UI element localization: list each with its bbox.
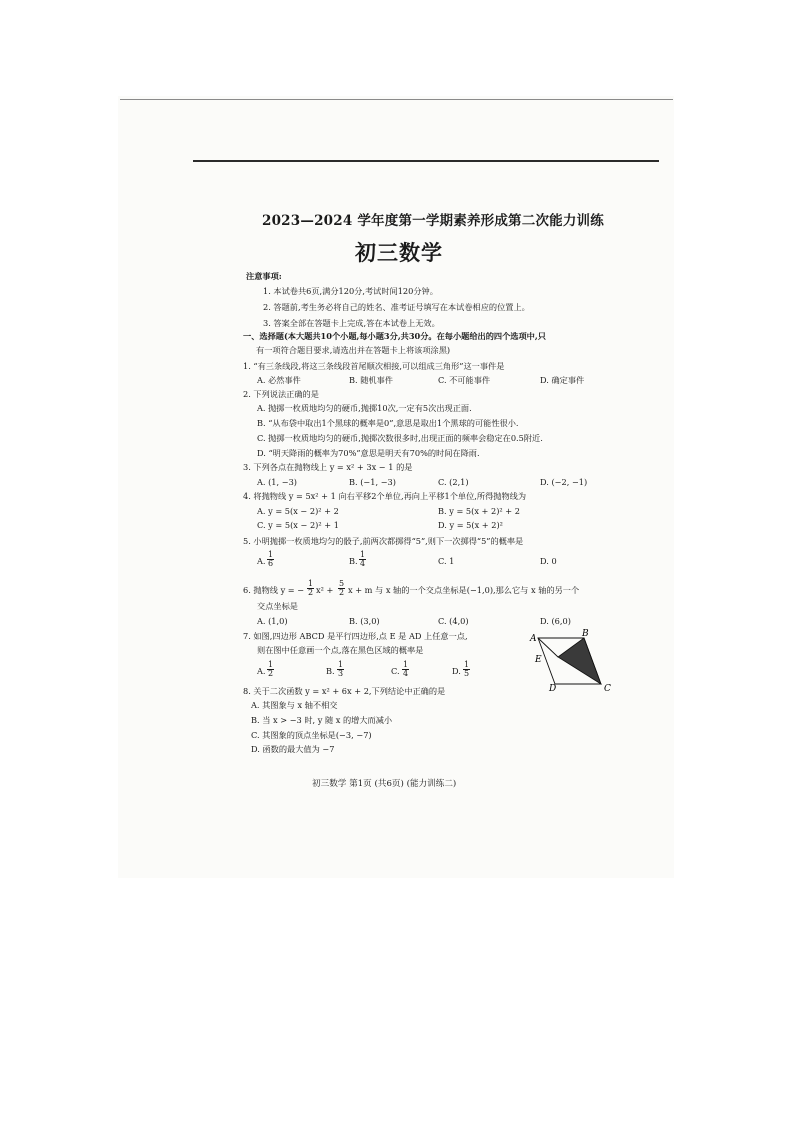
q2-option-a: A. 抛掷一枚质地均匀的硬币,抛掷10次,一定有5次出现正面. xyxy=(257,403,472,413)
q2-option-d: D. “明天降雨的概率为70%”意思是明天有70%的时间在降雨. xyxy=(257,448,480,458)
q1-option-b: B. 随机事件 xyxy=(349,375,393,385)
q7-option-c-label: C. xyxy=(391,666,400,676)
q8-option-d: D. 函数的最大值为 −7 xyxy=(251,744,335,754)
q5-option-b-fraction xyxy=(359,551,366,568)
exam-title: 2023—2024 学年度第一学期素养形成第二次能力训练 xyxy=(262,213,604,229)
q2-option-c: C. 抛掷一枚质地均匀的硬币,抛掷次数很多时,出现正面的频率会稳定在0.5附近. xyxy=(257,433,543,443)
notes-item-1: 1. 本试卷共6页,满分120分,考试时间120分钟。 xyxy=(263,286,438,296)
q6-frac1-denominator: 2 xyxy=(308,588,314,597)
q7-b-denominator: 3 xyxy=(338,669,344,678)
q1-option-c: C. 不可能事件 xyxy=(438,375,491,385)
vertex-label-d: D xyxy=(549,684,557,694)
shaded-triangle-bec xyxy=(558,638,601,684)
q6-stem-middle: x² + xyxy=(316,585,334,595)
q8-option-a: A. 其图象与 x 轴不相交 xyxy=(251,700,338,710)
q7-c-denominator: 4 xyxy=(403,669,409,678)
q6-stem-prefix: 6. 抛物线 y = − xyxy=(243,585,305,595)
q3-option-b: B. (−1, −3) xyxy=(349,477,396,487)
q8-option-c: C. 其图象的顶点坐标是(−3, −7) xyxy=(251,730,372,740)
q6-frac2-denominator: 2 xyxy=(339,588,345,597)
q5-b-numerator: 1 xyxy=(360,550,366,559)
vertex-label-c: C xyxy=(604,684,611,694)
top-rule xyxy=(120,99,673,100)
q7-a-numerator: 1 xyxy=(268,660,274,669)
q8-option-b: B. 当 x > −3 时, y 随 x 的增大而减小 xyxy=(251,715,393,725)
q1-option-a: A. 必然事件 xyxy=(257,375,301,385)
q4-option-b: B. y = 5(x + 2)² + 2 xyxy=(438,506,520,516)
q5-b-denominator: 4 xyxy=(360,559,366,568)
q7-d-numerator: 1 xyxy=(464,660,470,669)
vertex-label-b: B xyxy=(582,629,589,639)
exam-subject: 初三数学 xyxy=(355,240,443,265)
q6-frac2-numerator: 5 xyxy=(339,579,345,588)
q7-a-denominator: 2 xyxy=(268,669,274,678)
q6-fraction-2 xyxy=(338,580,345,597)
q6-option-d: D. (6,0) xyxy=(540,616,571,626)
point-label-e: E xyxy=(535,655,542,665)
q6-stem-suffix: x + m 与 x 轴的一个交点坐标是(−1,0),那么它与 x 轴的另一个 xyxy=(348,585,580,595)
page-footer: 初三数学 第1页 (共6页) (能力训练二) xyxy=(312,779,457,789)
q1-option-d: D. 确定事件 xyxy=(540,375,585,385)
q3-option-a: A. (1, −3) xyxy=(257,477,297,487)
header-rule xyxy=(193,160,659,162)
q6-fraction-1 xyxy=(307,580,314,597)
vertex-label-a: A xyxy=(530,634,537,644)
q3-option-d: D. (−2, −1) xyxy=(540,477,588,487)
section1-heading-line2: 有一项符合题目要求,请选出并在答题卡上将该项涂黑) xyxy=(256,345,451,355)
q5-option-c: C. 1 xyxy=(438,556,455,566)
parallelogram-figure xyxy=(524,629,616,695)
q3-option-c: C. (2,1) xyxy=(438,477,469,487)
q7-option-b-fraction xyxy=(337,661,344,678)
q5-option-b-label: B. xyxy=(349,556,358,566)
notes-item-3: 3. 答案全部在答题卡上完成,答在本试卷上无效。 xyxy=(263,318,440,328)
q7-b-numerator: 1 xyxy=(338,660,344,669)
q5-a-numerator: 1 xyxy=(268,550,274,559)
q7-stem-line1: 7. 如图,四边形 ABCD 是平行四边形,点 E 是 AD 上任意一点, xyxy=(243,631,468,641)
q7-option-c-fraction xyxy=(402,661,409,678)
q6-stem-line2: 交点坐标是 xyxy=(257,601,298,611)
q4-stem: 4. 将抛物线 y = 5x² + 1 向右平移2个单位,再向上平移1个单位,所得抛物线为 xyxy=(243,491,527,501)
q7-option-d-fraction xyxy=(463,661,470,678)
q7-option-a-label: A. xyxy=(257,666,266,676)
notes-heading: 注意事项: xyxy=(246,271,282,281)
section1-heading-line1: 一、选择题(本大题共10个小题,每小题3分,共30分。在每小题给出的四个选项中,只 xyxy=(243,331,546,341)
q6-option-b: B. (3,0) xyxy=(349,616,380,626)
q5-option-a-fraction xyxy=(267,551,274,568)
q7-option-a-fraction xyxy=(267,661,274,678)
q5-option-d: D. 0 xyxy=(540,556,557,566)
q7-option-d-label: D. xyxy=(452,666,461,676)
q3-stem: 3. 下列各点在抛物线上 y = x² + 3x − 1 的是 xyxy=(243,462,413,472)
q7-option-b-label: B. xyxy=(326,666,335,676)
q5-stem: 5. 小明抛掷一枚质地均匀的骰子,前两次都掷得“5”,则下一次掷得“5”的概率是 xyxy=(243,536,524,546)
q1-stem: 1. “有三条线段,将这三条线段首尾顺次相接,可以组成三角形”这一事件是 xyxy=(243,361,505,371)
q5-option-a-label: A. xyxy=(257,556,266,566)
q4-option-c: C. y = 5(x − 2)² + 1 xyxy=(257,520,339,530)
q6-option-c: C. (4,0) xyxy=(438,616,469,626)
q6-option-a: A. (1,0) xyxy=(257,616,288,626)
q4-option-a: A. y = 5(x − 2)² + 2 xyxy=(257,506,339,516)
q5-a-denominator: 6 xyxy=(268,559,274,568)
q6-frac1-numerator: 1 xyxy=(308,579,314,588)
q7-d-denominator: 5 xyxy=(464,669,470,678)
q4-option-d: D. y = 5(x + 2)² xyxy=(438,520,503,530)
q8-stem: 8. 关于二次函数 y = x² + 6x + 2,下列结论中正确的是 xyxy=(243,686,446,696)
q7-c-numerator: 1 xyxy=(403,660,409,669)
q2-option-b: B. “从布袋中取出1个黑球的概率是0”,意思是取出1个黑球的可能性很小. xyxy=(257,418,519,428)
notes-item-2: 2. 答题前,考生务必将自己的姓名、准考证号填写在本试卷相应的位置上。 xyxy=(263,302,530,312)
q2-stem: 2. 下列说法正确的是 xyxy=(243,389,319,399)
q7-stem-line2: 则在图中任意画一个点,落在黑色区域的概率是 xyxy=(257,645,424,655)
